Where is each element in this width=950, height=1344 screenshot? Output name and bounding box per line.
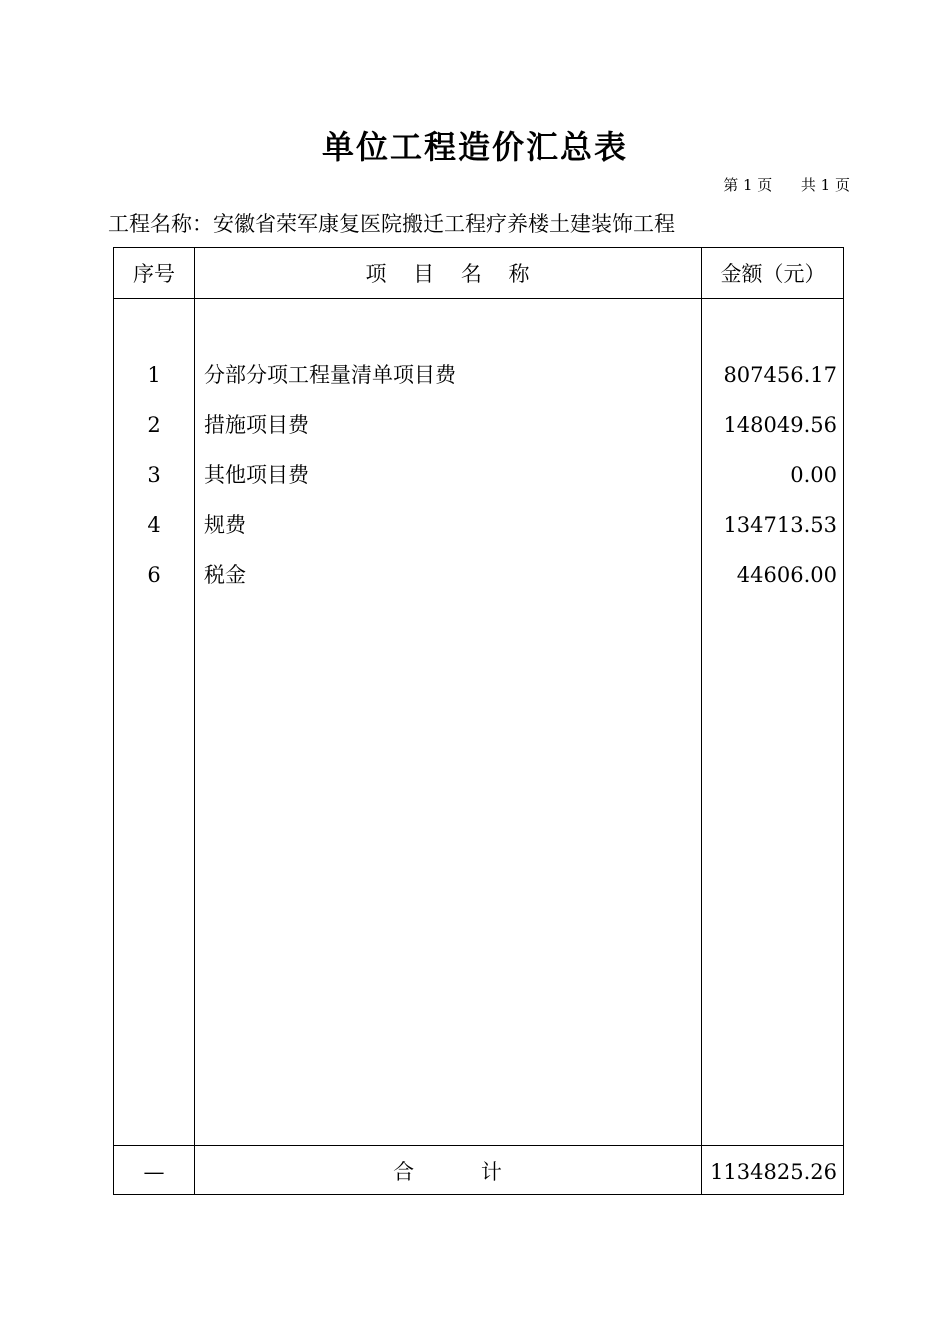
header-amount: 金额（元） [720, 262, 826, 286]
row-2-amount: 148049.56 [723, 413, 837, 437]
header-no: 序号 [133, 262, 175, 286]
row-1-amount: 807456.17 [723, 363, 837, 387]
total-no: — [143, 1160, 165, 1184]
total-label: 合 计 [393, 1160, 502, 1184]
column-divider-1 [194, 248, 195, 1194]
row-3-amount: 0.00 [790, 463, 837, 487]
row-2-name: 措施项目费 [204, 413, 309, 437]
row-2-no: 2 [147, 413, 161, 437]
row-5-name: 税金 [204, 563, 246, 587]
column-divider-2 [701, 248, 702, 1194]
row-4-amount: 134713.53 [723, 513, 837, 537]
project-name-label: 工程名称： [108, 212, 213, 236]
page-info: 第 1 页 共 1 页 [723, 176, 850, 194]
row-3-name: 其他项目费 [204, 463, 309, 487]
row-4-name: 规费 [204, 513, 246, 537]
row-1-no: 1 [147, 363, 161, 387]
total-amount: 1134825.26 [710, 1160, 837, 1184]
total-divider [114, 1145, 843, 1146]
row-4-no: 4 [147, 513, 161, 537]
row-1-name: 分部分项工程量清单项目费 [204, 363, 456, 387]
cost-summary-table [113, 247, 844, 1195]
header-name: 项 目 名 称 [365, 262, 530, 286]
project-name-value: 安徽省荣军康复医院搬迁工程疗养楼土建装饰工程 [213, 212, 675, 236]
document-title: 单位工程造价汇总表 [321, 128, 628, 166]
row-5-amount: 44606.00 [736, 563, 837, 587]
header-divider [114, 298, 843, 299]
row-3-no: 3 [147, 463, 161, 487]
row-5-no: 6 [147, 563, 161, 587]
project-name-line [108, 208, 675, 240]
